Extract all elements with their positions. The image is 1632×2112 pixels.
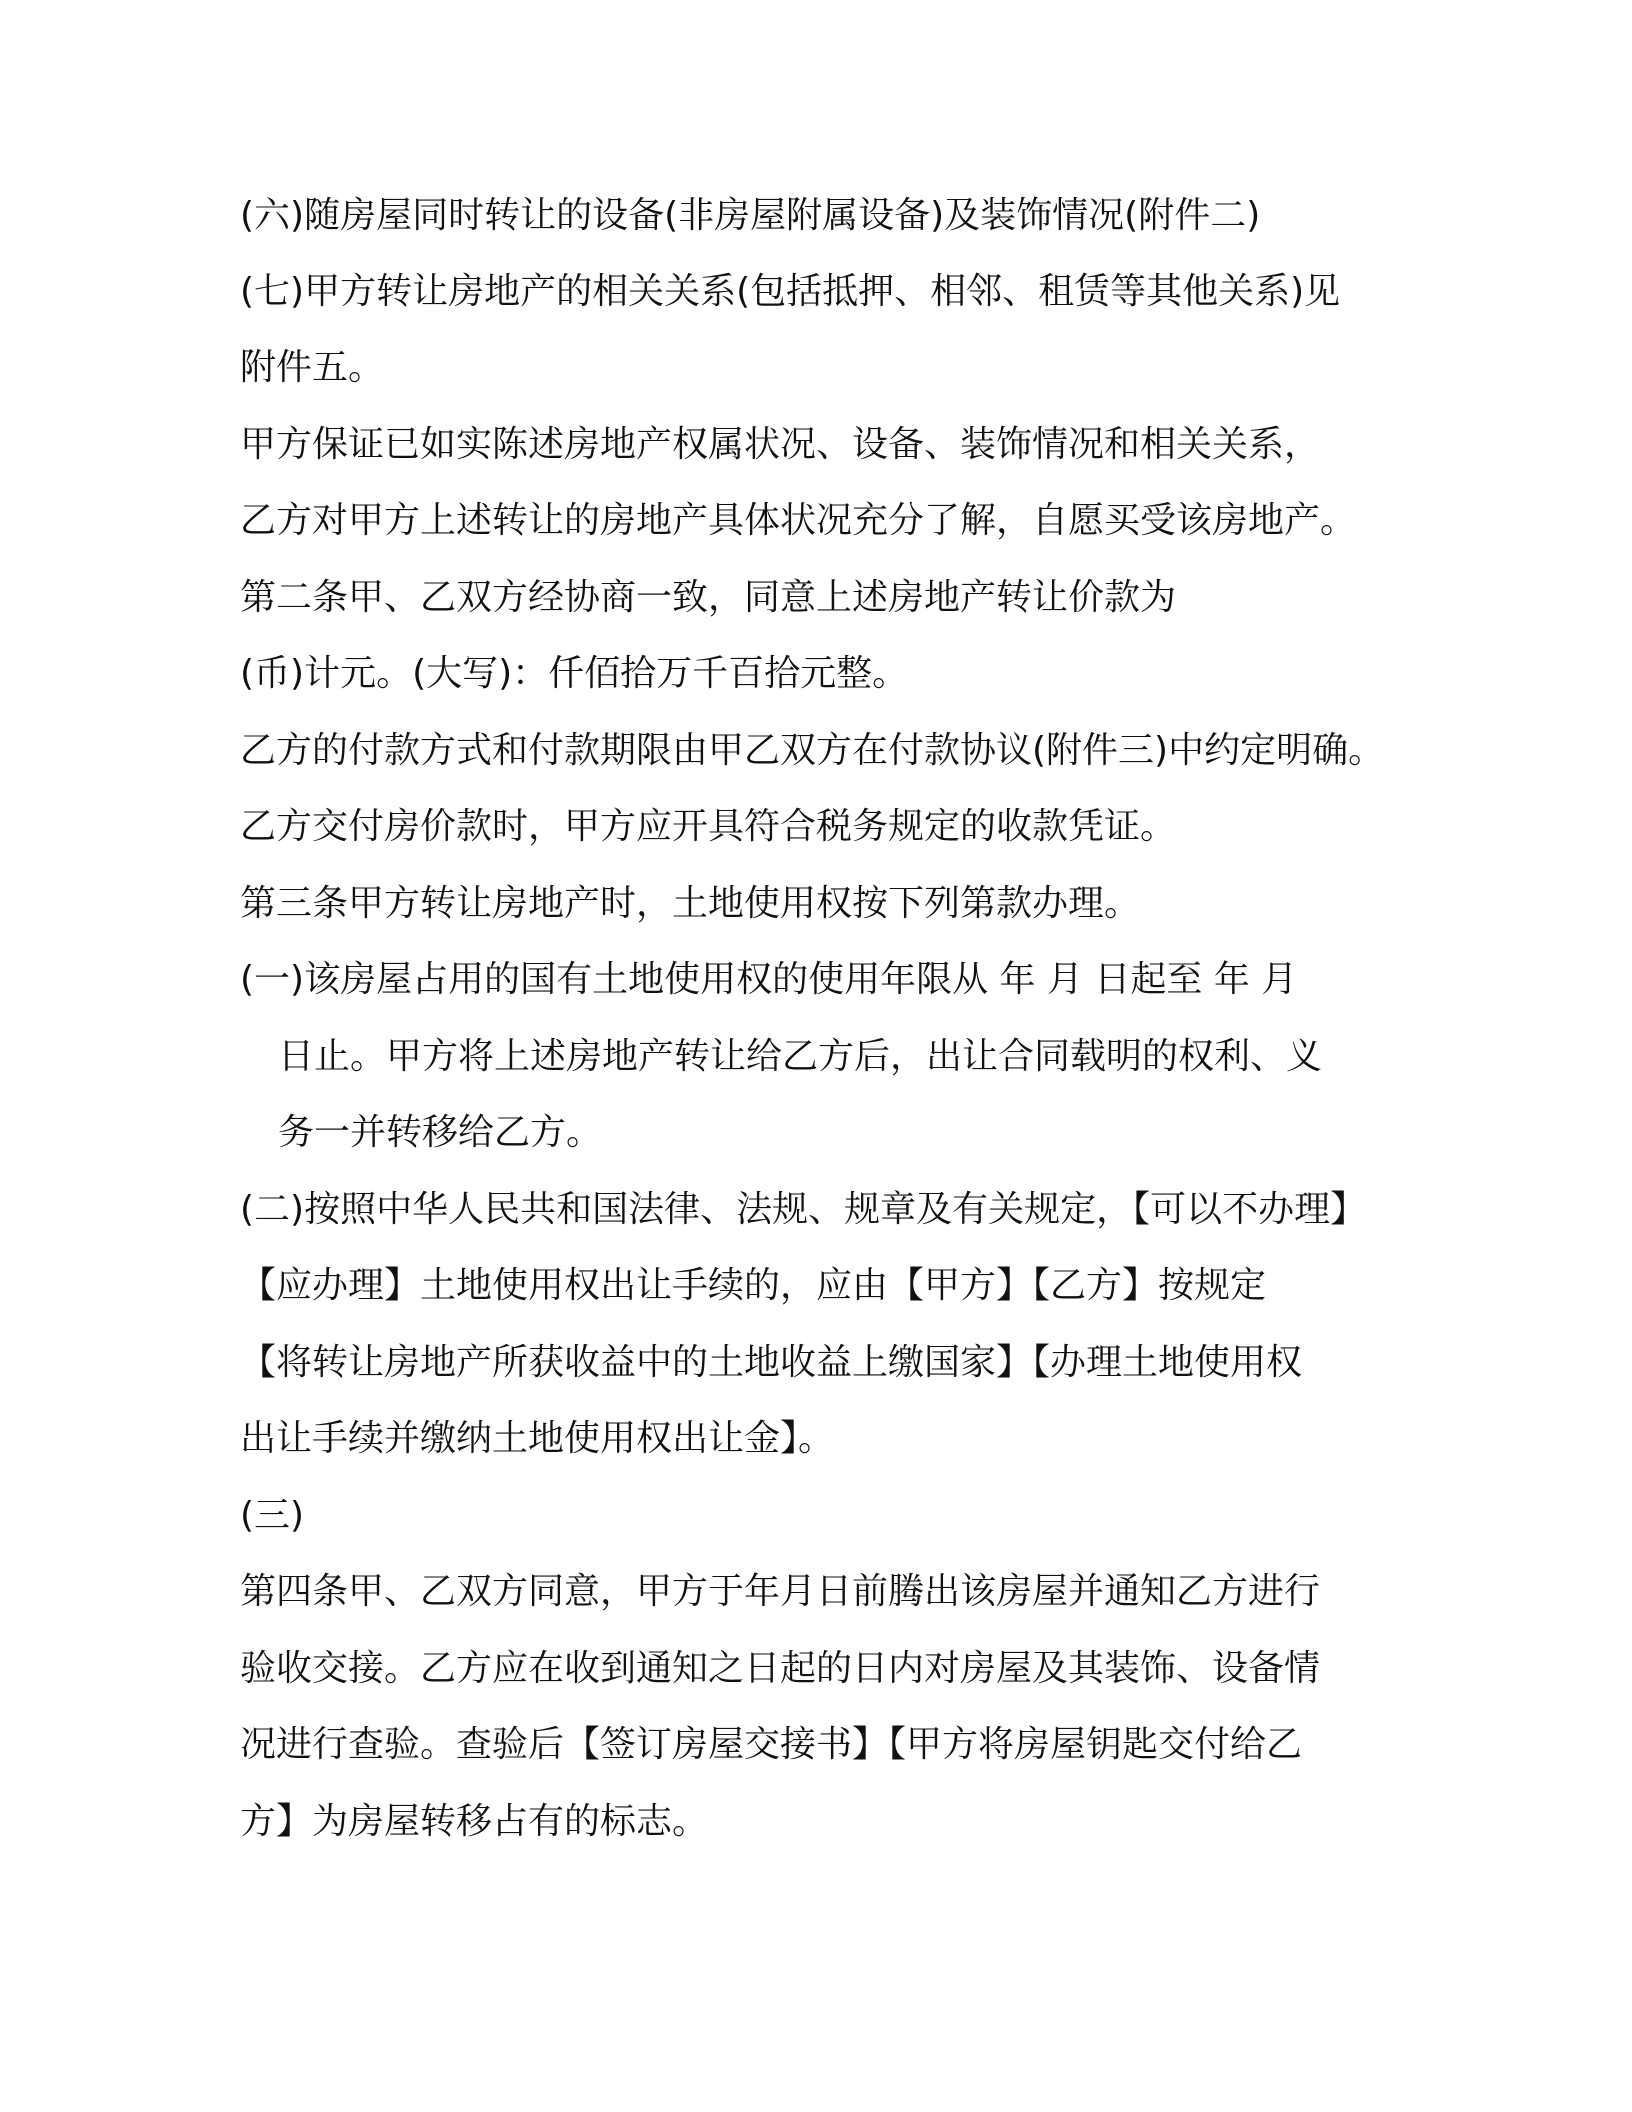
text-line-8: 乙方的付款方式和付款期限由甲乙双方在付款协议(附件三)中约定明确。 bbox=[240, 730, 1385, 771]
text-line-1: (六)随房屋同时转让的设备(非房屋附属设备)及装饰情况(附件二) bbox=[240, 195, 1261, 236]
text-line-16: 【将转让房地产所获收益中的土地收益上缴国家】【办理土地使用权 bbox=[240, 1342, 1303, 1383]
text-line-20: 验收交接。乙方应在收到通知之日起的日内对房屋及其装饰、设备情 bbox=[240, 1648, 1321, 1689]
text-line-2: (七)甲方转让房地产的相关关系(包括抵押、相邻、租赁等其他关系)见 bbox=[240, 271, 1341, 312]
text-line-12: 日止。甲方将上述房地产转让给乙方后，出让合同载明的权利、义 bbox=[278, 1036, 1323, 1077]
text-line-13: 务一并转移给乙方。 bbox=[278, 1112, 603, 1153]
text-line-3: 附件五。 bbox=[240, 347, 385, 388]
text-line-10: 第三条甲方转让房地产时，土地使用权按下列第款办理。 bbox=[240, 883, 1141, 924]
text-line-19: 第四条甲、乙双方同意，甲方于年月日前腾出该房屋并通知乙方进行 bbox=[240, 1571, 1321, 1612]
text-line-5: 乙方对甲方上述转让的房地产具体状况充分了解，自愿买受该房地产。 bbox=[240, 500, 1357, 541]
text-line-6: 第二条甲、乙双方经协商一致，同意上述房地产转让价款为 bbox=[240, 577, 1177, 618]
text-line-21: 况进行查验。查验后【签订房屋交接书】【甲方将房屋钥匙交付给乙 bbox=[240, 1724, 1303, 1765]
text-line-17: 出让手续并缴纳土地使用权出让金】。 bbox=[240, 1418, 835, 1459]
text-line-7: (币)计元。(大写)：仟佰拾万千百拾元整。 bbox=[240, 653, 909, 694]
text-line-4: 甲方保证已如实陈述房地产权属状况、设备、装饰情况和相关关系， bbox=[240, 424, 1321, 465]
text-line-9: 乙方交付房价款时，甲方应开具符合税务规定的收款凭证。 bbox=[240, 806, 1177, 847]
text-line-15: 【应办理】土地使用权出让手续的，应由【甲方】【乙方】按规定 bbox=[240, 1265, 1267, 1306]
text-line-22: 方】为房屋转移占有的标志。 bbox=[240, 1801, 709, 1842]
text-line-11: (一)该房屋占用的国有土地使用权的使用年限从 年 月 日起至 年 月 bbox=[240, 959, 1298, 1000]
text-line-14: (二)按照中华人民共和国法律、法规、规章及有关规定，【可以不办理】 bbox=[240, 1189, 1367, 1230]
text-line-18: (三) bbox=[240, 1495, 305, 1536]
